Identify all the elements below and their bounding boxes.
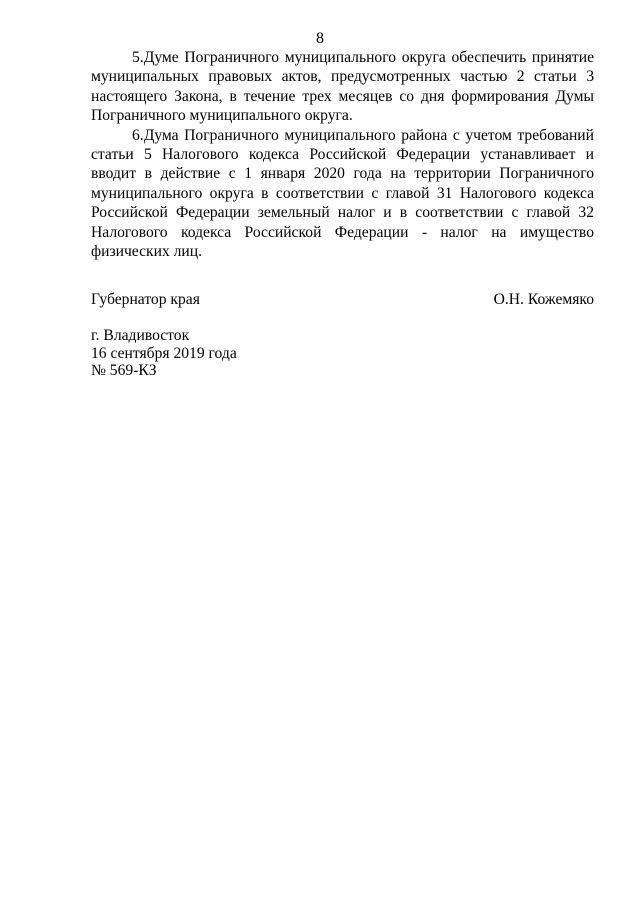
law-number-line: № 569-КЗ — [91, 362, 157, 379]
page-number: 8 — [316, 30, 324, 47]
paragraph-5: 5.Думе Пограничного муниципального округа обеспечить принятие муниципальных правовых актов, предусмотренных частью 2 статьи 3 настоящего Закона, в течение трех месяцев со дня формирования Думы Пограничного муниципального округа. — [91, 49, 594, 125]
city-line: г. Владивосток — [91, 327, 190, 344]
document-footer — [91, 327, 237, 380]
signatory-position: Губернатор края — [91, 291, 200, 308]
signatory-name: О.Н. Кожемяко — [493, 291, 594, 308]
document-body — [91, 48, 594, 261]
date-line: 16 сентября 2019 года — [91, 344, 237, 362]
paragraph-6: 6.Дума Пограничного муниципального района с учетом требований статьи 5 Налогового кодекса Российской Федерации устанавливает и вводит в действие с 1 января 2020 года на территории Пограничного муниципального округа в соответствии с главой 31 Налогового кодекса Российской Федерации земельный налог и в соответствии с главой 32 Налогового кодекса Российской Федерации - налог на имущество физических лиц. — [91, 126, 594, 261]
